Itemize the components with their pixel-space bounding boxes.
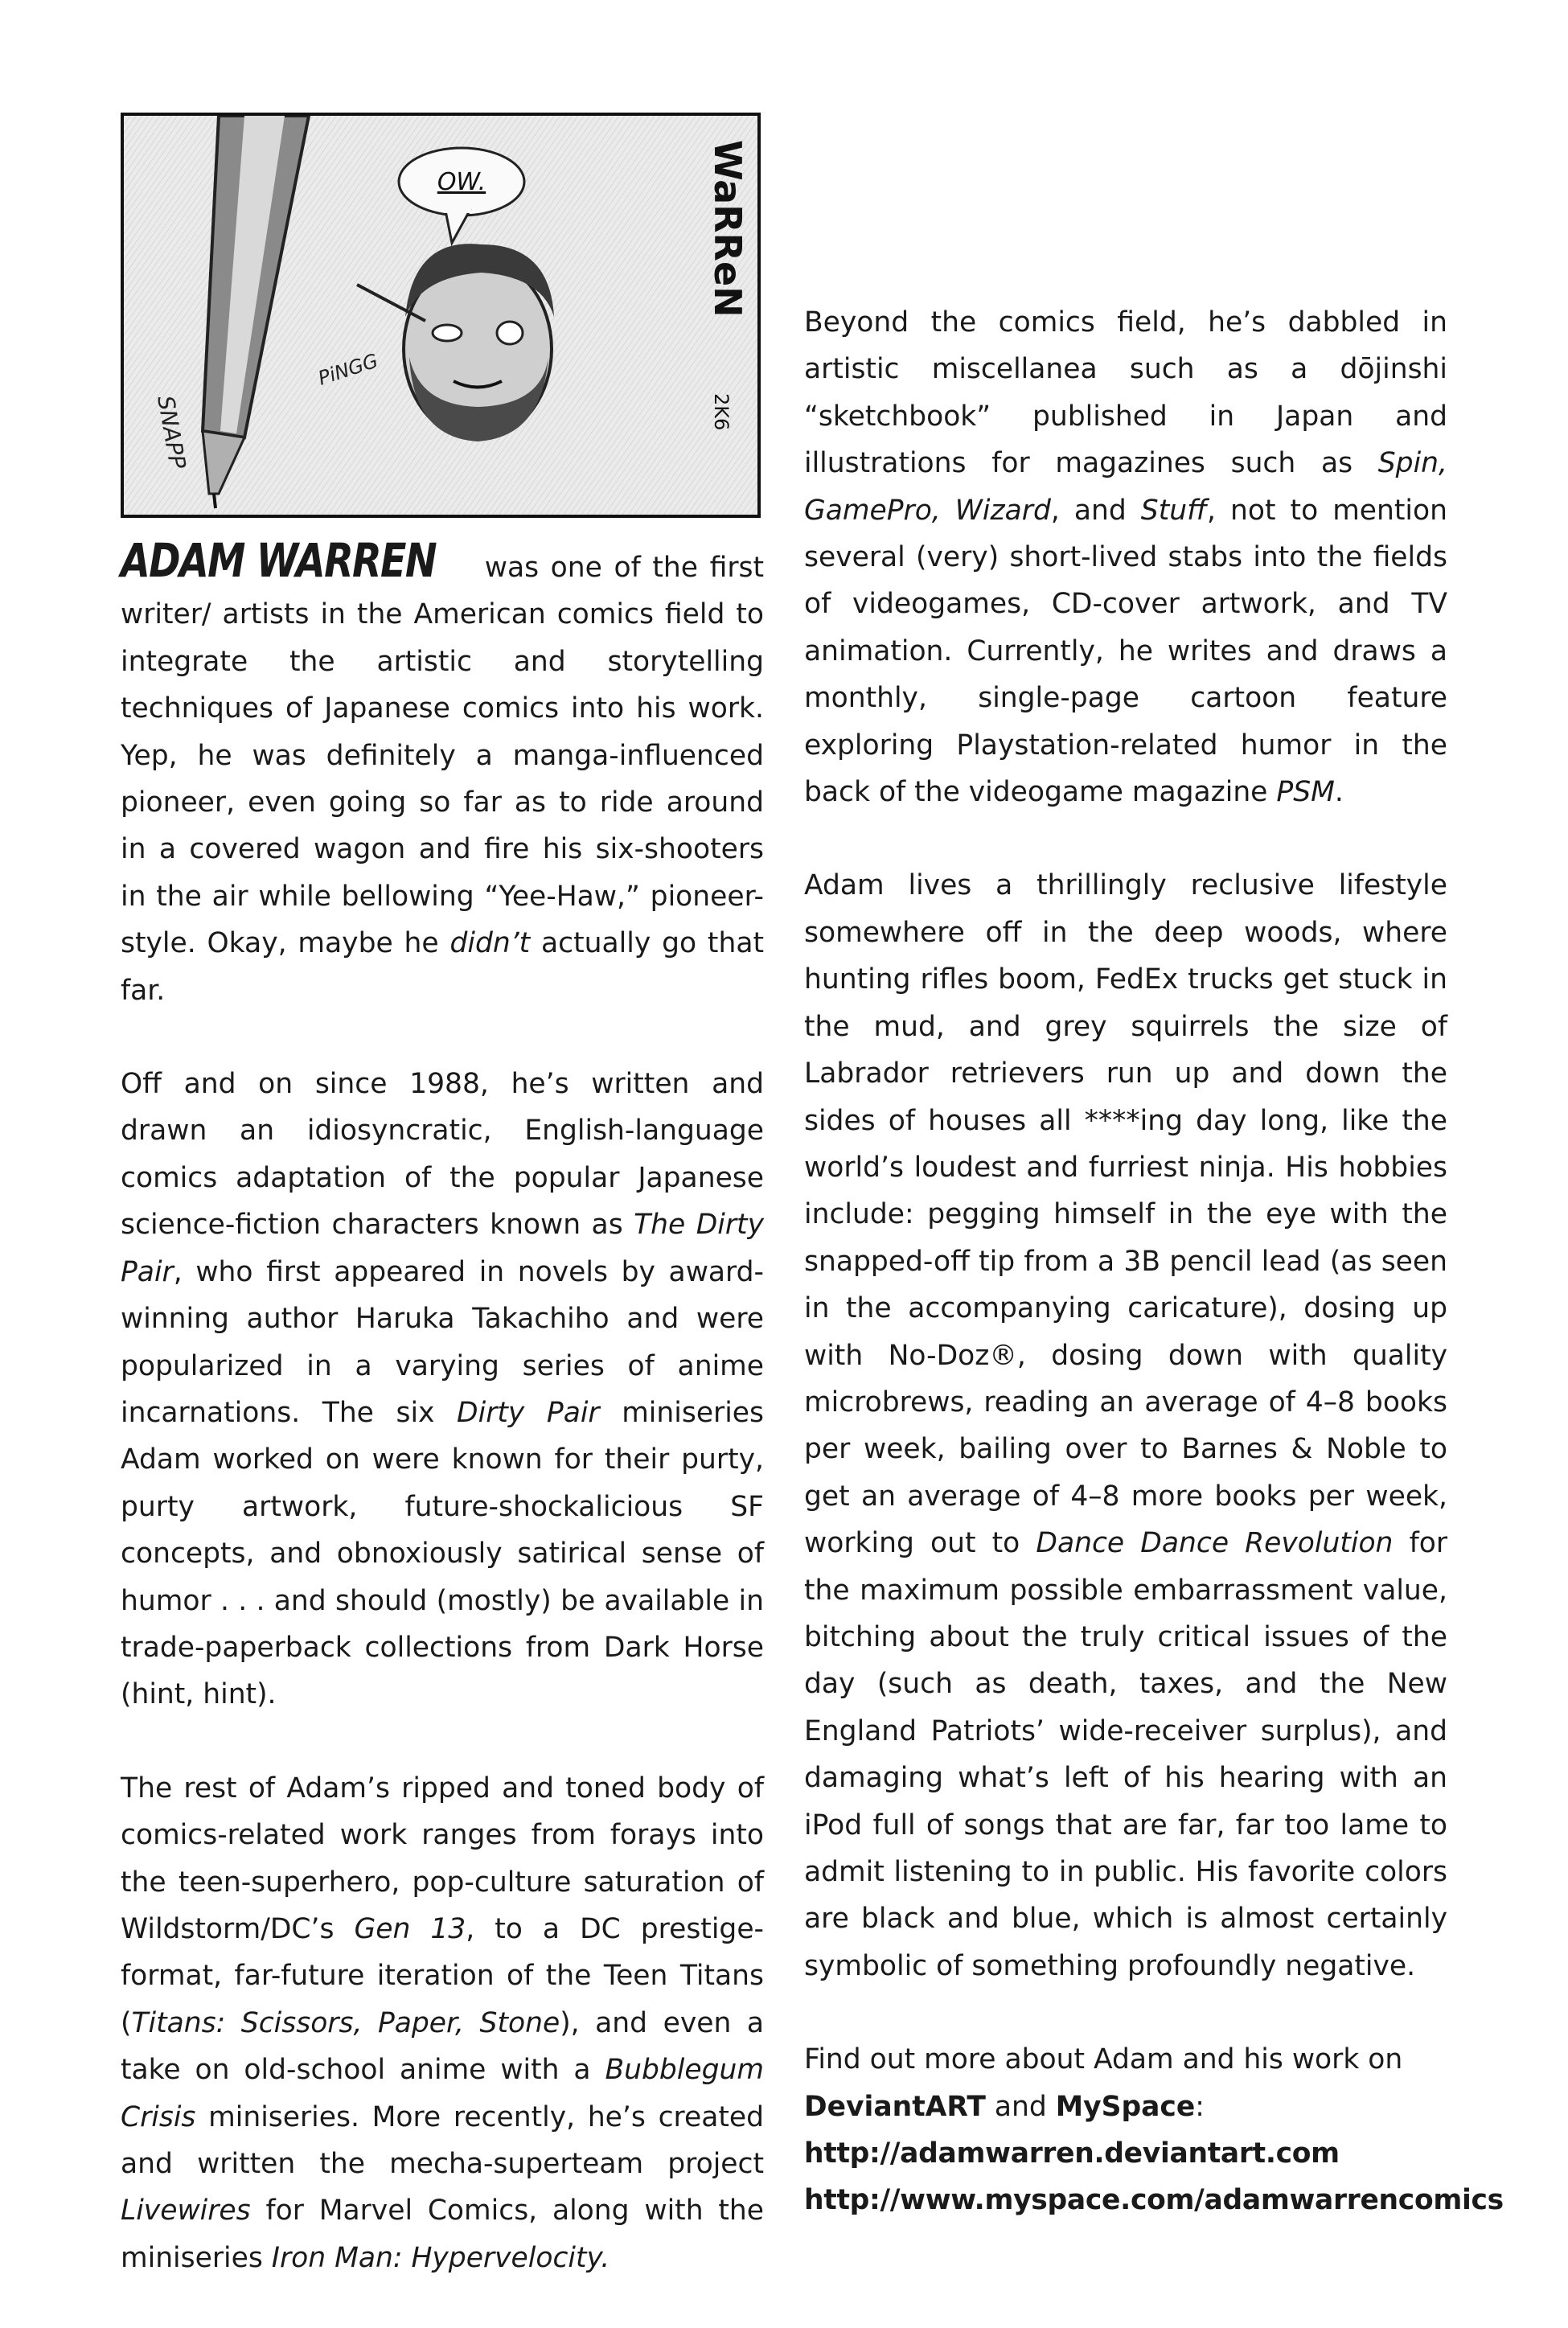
- myspace-link[interactable]: http://www.myspace.com/adamwarrencomics: [804, 2184, 1504, 2217]
- left-column: [121, 113, 764, 2328]
- signature-year: 2K6: [710, 393, 733, 431]
- sfx-snap: SNAPP: [152, 393, 191, 471]
- caricature-sketch: [124, 116, 757, 515]
- sfx-ping: PiNGG: [315, 349, 381, 390]
- right-column: [804, 113, 1504, 2271]
- deviantart-link[interactable]: http://adamwarren.deviantart.com: [804, 2137, 1340, 2170]
- bio-paragraph-2: Off and on since 1988, he’s written and drawn an idiosyncratic, English-language comics adaptation of the popular Japanese science-fiction characters known as The Dirty Pair, who first appeared in novels by award-winning author Haruka Takachiho and were popularized in a varying series of anime incarnations. The six Dirty Pair miniseries Adam worked on were known for their purty, purty artwork, future-shockalicious SF concepts, and obnoxiously satirical sense of humor . . . and should (mostly) be available in trade-paperback collections from Dark Horse (hint, hint).: [121, 1068, 765, 1711]
- bio-paragraph-1: ADAM WARREN was one of the first writer/ artists in the American comics field to integrate the artistic and storytelling techniques of Japanese comics into his work. Yep, he was definitely a manga-influenced pioneer, even going so far as to ride around in a covered wagon and fire his six-shooters in the air while bellowing “Yee-Haw,” pioneer-style. Okay, maybe he didn’t actually go that far.: [121, 533, 765, 1007]
- myspace-label: MySpace: [1055, 2090, 1196, 2123]
- bio-paragraph-3: The rest of Adam’s ripped and toned body of comics-related work ranges from forays into the teen-superhero, pop-culture saturation of Wildstorm/DC’s Gen 13, to a DC prestige-format, far-future iteration of the Teen Titans (Titans: Scissors, Paper, Stone), and even a take on old-school anime with a Bubblegum Crisis miniseries. More recently, he’s created and written the mecha-superteam project Livewires for Marvel Comics, along with the miniseries Iron Man: Hypervelocity.: [121, 1772, 764, 2274]
- deviantart-label: DeviantART: [804, 2090, 986, 2123]
- artist-signature: WaRReN: [706, 140, 749, 318]
- head-drawing: [404, 244, 554, 441]
- find-out-more: Find out more about Adam and his work on DeviantART and MySpace: http://adamwarren.deviantart.com http://www.myspace.com/adamwarrencomics: [804, 2043, 1504, 2217]
- speech-text: OW.: [437, 168, 486, 196]
- author-name: ADAM WARREN: [121, 533, 437, 588]
- bio-paragraph-5: Adam lives a thrillingly reclusive lifestyle somewhere off in the deep woods, where hunting rifles boom, FedEx trucks get stuck in the mud, and grey squirrels the size of Labrador retrievers run up and down the sides of houses all ****ing day long, like the world’s loudest and furriest ninja. His hobbies include: pegging himself in the eye with the snapped-off tip from a 3B pencil lead (as seen in the accompanying caricature), dosing up with No-Doz®, dosing down with quality microbrews, reading an average of 4–8 books per week, bailing over to Barnes & Noble to get an average of 4–8 more books per week, working out to Dance Dance Revolution for the maximum possible embarrassment value, bitching about the truly critical issues of the day (such as death, taxes, and the New England Patriots’ wide-receiver surplus), and damaging what’s left of his hearing with an iPod full of songs that are far, far too lame to admit listening to in public. His favorite colors are black and blue, which is almost certainly symbolic of something profoundly negative.: [804, 869, 1448, 1982]
- caricature-illustration: [121, 113, 761, 518]
- bio-paragraph-4: Beyond the comics field, he’s dabbled in artistic miscellanea such as a dōjinshi “sketchbook” published in Japan and illustrations for magazines such as Spin, GamePro, Wizard, and Stuff, not to mention several (very) short-lived stabs into the fields of videogames, CD-cover artwork, and TV animation. Currently, he writes and draws a monthly, single-page cartoon feature exploring Playstation-related humor in the back of the videogame magazine PSM.: [804, 306, 1447, 809]
